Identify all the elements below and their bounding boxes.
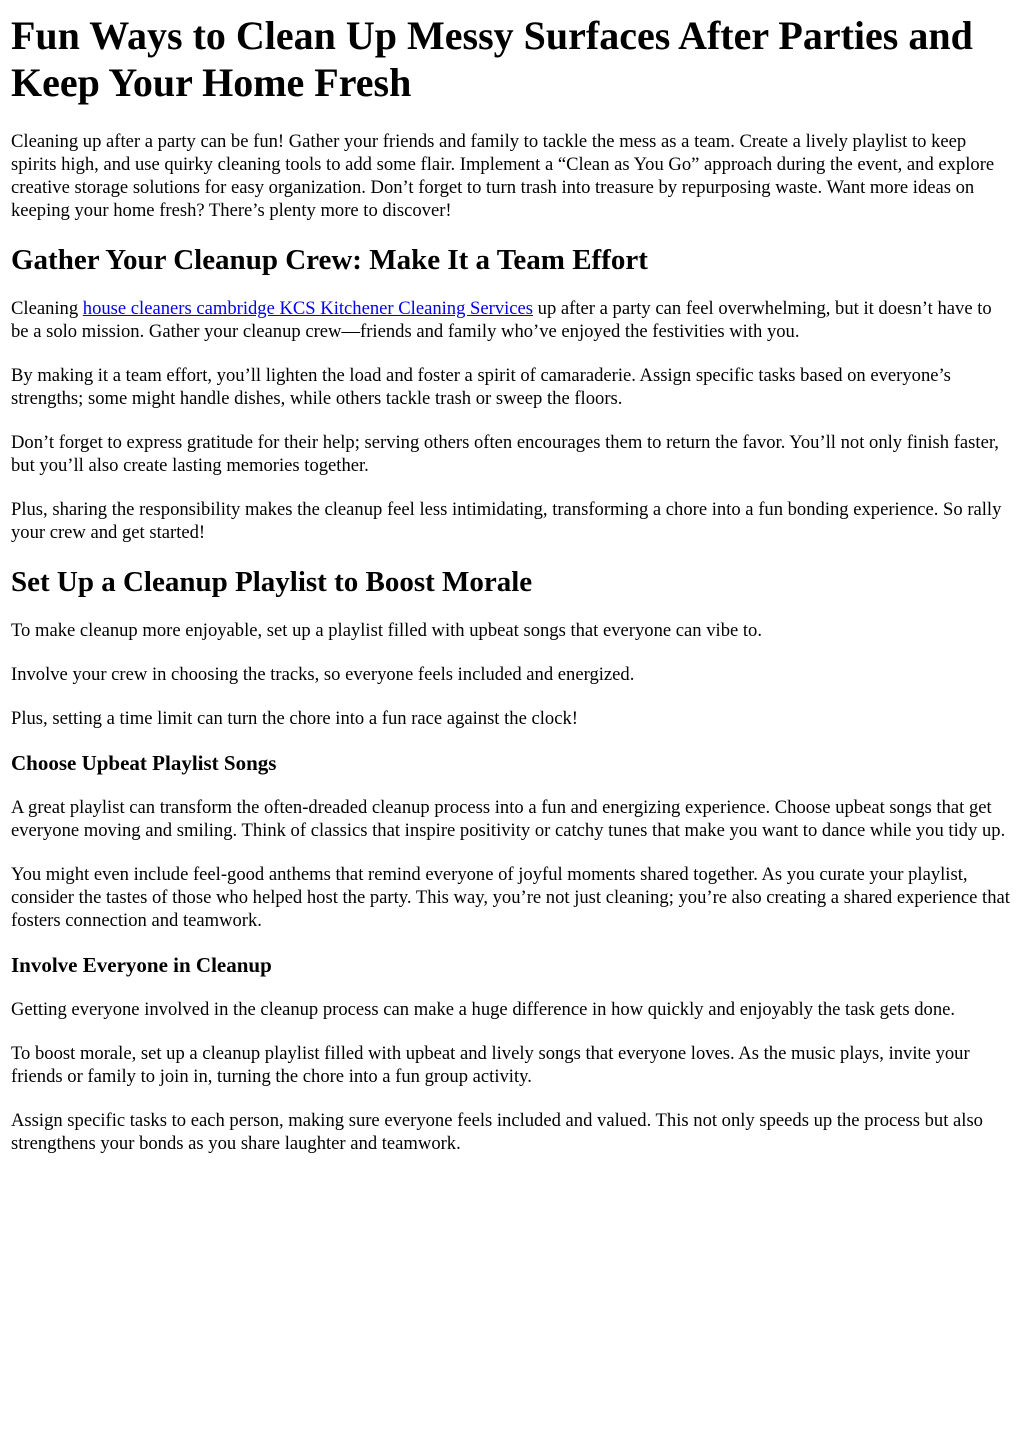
subheading-involve-everyone: Involve Everyone in Cleanup: [11, 953, 272, 977]
intro-paragraph: Cleaning up after a party can be fun! Gather your friends and family to tackle the mess as a team. Create a lively playlist to keep spirits high, and use quirky cleaning tools to add some flair. Implement a “Clean as You Go” approach during the event, and explore creative storage solutions for easy organization. Don’t forget to turn trash into treasure by repurposing waste. Want more ideas on keeping your home fresh? There’s plenty more to discover!: [11, 131, 995, 221]
paragraph-cleanup-crew-2: By making it a team effort, you’ll lighten the load and foster a spirit of camaraderie. Assign specific tasks based on everyone’s strengths; some might handle dishes, while others tackle trash or sweep the floors.: [11, 365, 951, 409]
page-title: Fun Ways to Clean Up Messy Surfaces After Parties and Keep Your Home Fresh: [11, 13, 973, 105]
paragraph-playlist-2: Involve your crew in choosing the tracks, so everyone feels included and energized.: [11, 664, 635, 685]
paragraph-playlist-1: To make cleanup more enjoyable, set up a playlist filled with upbeat songs that everyone can vibe to.: [11, 620, 763, 641]
paragraph-cleanup-crew-4: Plus, sharing the responsibility makes the cleanup feel less intimidating, transforming a chore into a fun bonding experience. So rally your crew and get started!: [11, 499, 1002, 543]
paragraph-involve-everyone-1: Getting everyone involved in the cleanup process can make a huge difference in how quickly and enjoyably the task gets done.: [11, 999, 956, 1020]
paragraph-involve-everyone-2: To boost morale, set up a cleanup playlist filled with upbeat and lively songs that everyone loves. As the music plays, invite your friends or family to join in, turning the chore into a fun group activity.: [11, 1043, 970, 1087]
paragraph-text-after-link: up after a party can feel overwhelming, but it doesn’t have to be a solo mission. Gather your cleanup crew—friends and family who’ve enjoyed the festivities with you.: [11, 298, 992, 342]
paragraph-upbeat-songs-2: You might even include feel-good anthems that remind everyone of joyful moments shared together. As you curate your playlist, consider the tastes of those who helped host the party. This way, you’re not just cleaning; you’re also creating a shared experience that fosters connection and teamwork.: [11, 864, 1010, 931]
paragraph-playlist-3: Plus, setting a time limit can turn the chore into a fun race against the clock!: [11, 708, 578, 729]
paragraph-involve-everyone-3: Assign specific tasks to each person, making sure everyone feels included and valued. This not only speeds up the process but also strengthens your bonds as you share laughter and teamwork.: [11, 1110, 983, 1154]
paragraph-cleanup-crew-1: [11, 297, 1012, 343]
house-cleaners-link[interactable]: house cleaners cambridge KCS Kitchener Cleaning Services: [82, 298, 534, 319]
subheading-upbeat-songs: Choose Upbeat Playlist Songs: [11, 751, 277, 775]
section-heading-playlist: Set Up a Cleanup Playlist to Boost Morale: [11, 566, 533, 598]
section-heading-cleanup-crew: Gather Your Cleanup Crew: Make It a Team Effort: [11, 244, 648, 276]
paragraph-upbeat-songs-1: A great playlist can transform the often-dreaded cleanup process into a fun and energizing experience. Choose upbeat songs that get everyone moving and smiling. Think of classics that inspire positivity or catchy tunes that make you want to dance while you tidy up.: [11, 797, 1006, 841]
paragraph-cleanup-crew-3: Don’t forget to express gratitude for their help; serving others often encourages them to return the favor. You’ll not only finish faster, but you’ll also create lasting memories together.: [11, 432, 999, 476]
paragraph-text-before-link: Cleaning: [11, 298, 83, 319]
